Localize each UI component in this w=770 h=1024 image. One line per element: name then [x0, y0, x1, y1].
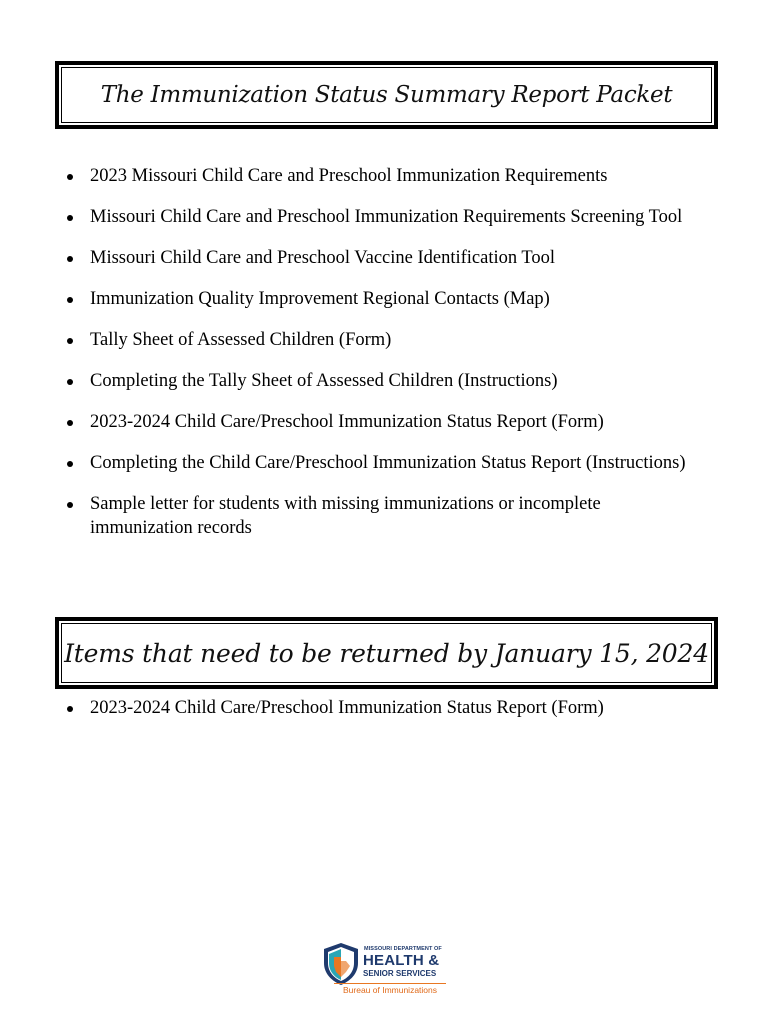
logo-bureau-text: Bureau of Immunizations — [342, 985, 438, 995]
list-item — [66, 370, 706, 394]
packet-title-box — [55, 61, 718, 129]
bullet-icon — [67, 420, 73, 426]
packet-title: The Immunization Status Summary Report Packet — [100, 82, 673, 108]
list-item-text: Immunization Quality Improvement Regional Contacts (Map) — [90, 289, 550, 309]
return-title-inner-border — [61, 623, 712, 683]
logo-senior-text: SENIOR SERVICES — [363, 969, 437, 978]
logo-department-text: MISSOURI DEPARTMENT OF — [364, 946, 442, 952]
bullet-icon — [67, 174, 73, 180]
list-item-text: 2023 Missouri Child Care and Preschool Immunization Requirements — [90, 166, 608, 186]
list-item-text: Missouri Child Care and Preschool Immunization Requirements Screening Tool — [90, 207, 683, 227]
bullet-icon — [67, 297, 73, 303]
list-item — [66, 206, 706, 230]
list-item — [66, 165, 706, 189]
list-item-text: Sample letter for students with missing immunizations or incomplete immunization records — [90, 494, 601, 538]
return-title-box — [55, 617, 718, 689]
list-item-text: Completing the Tally Sheet of Assessed Children (Instructions) — [90, 371, 558, 391]
return-items-list — [66, 697, 706, 738]
return-title: Items that need to be returned by January 15, 2024 — [64, 638, 709, 668]
logo-divider — [334, 983, 446, 984]
list-item — [66, 697, 706, 721]
list-item — [66, 247, 706, 271]
bullet-icon — [67, 461, 73, 467]
logo-health-text: HEALTH & — [363, 952, 440, 969]
dhss-logo — [320, 942, 452, 998]
list-item — [66, 329, 706, 353]
list-item-text: 2023-2024 Child Care/Preschool Immunization Status Report (Form) — [90, 412, 604, 432]
list-item-text: Completing the Child Care/Preschool Immunization Status Report (Instructions) — [90, 453, 686, 473]
list-item — [66, 288, 706, 312]
list-item — [66, 452, 706, 476]
list-item-text: Missouri Child Care and Preschool Vaccine Identification Tool — [90, 248, 556, 268]
list-item — [66, 493, 706, 540]
list-item — [66, 411, 706, 435]
bullet-icon — [67, 256, 73, 262]
shield-icon — [322, 942, 360, 986]
list-item-text: 2023-2024 Child Care/Preschool Immunization Status Report (Form) — [90, 698, 604, 718]
bullet-icon — [67, 502, 73, 508]
bullet-icon — [67, 706, 73, 712]
bullet-icon — [67, 379, 73, 385]
packet-contents-list — [66, 165, 706, 558]
bullet-icon — [67, 338, 73, 344]
packet-title-inner-border — [61, 67, 712, 123]
list-item-text: Tally Sheet of Assessed Children (Form) — [90, 330, 392, 350]
bullet-icon — [67, 215, 73, 221]
